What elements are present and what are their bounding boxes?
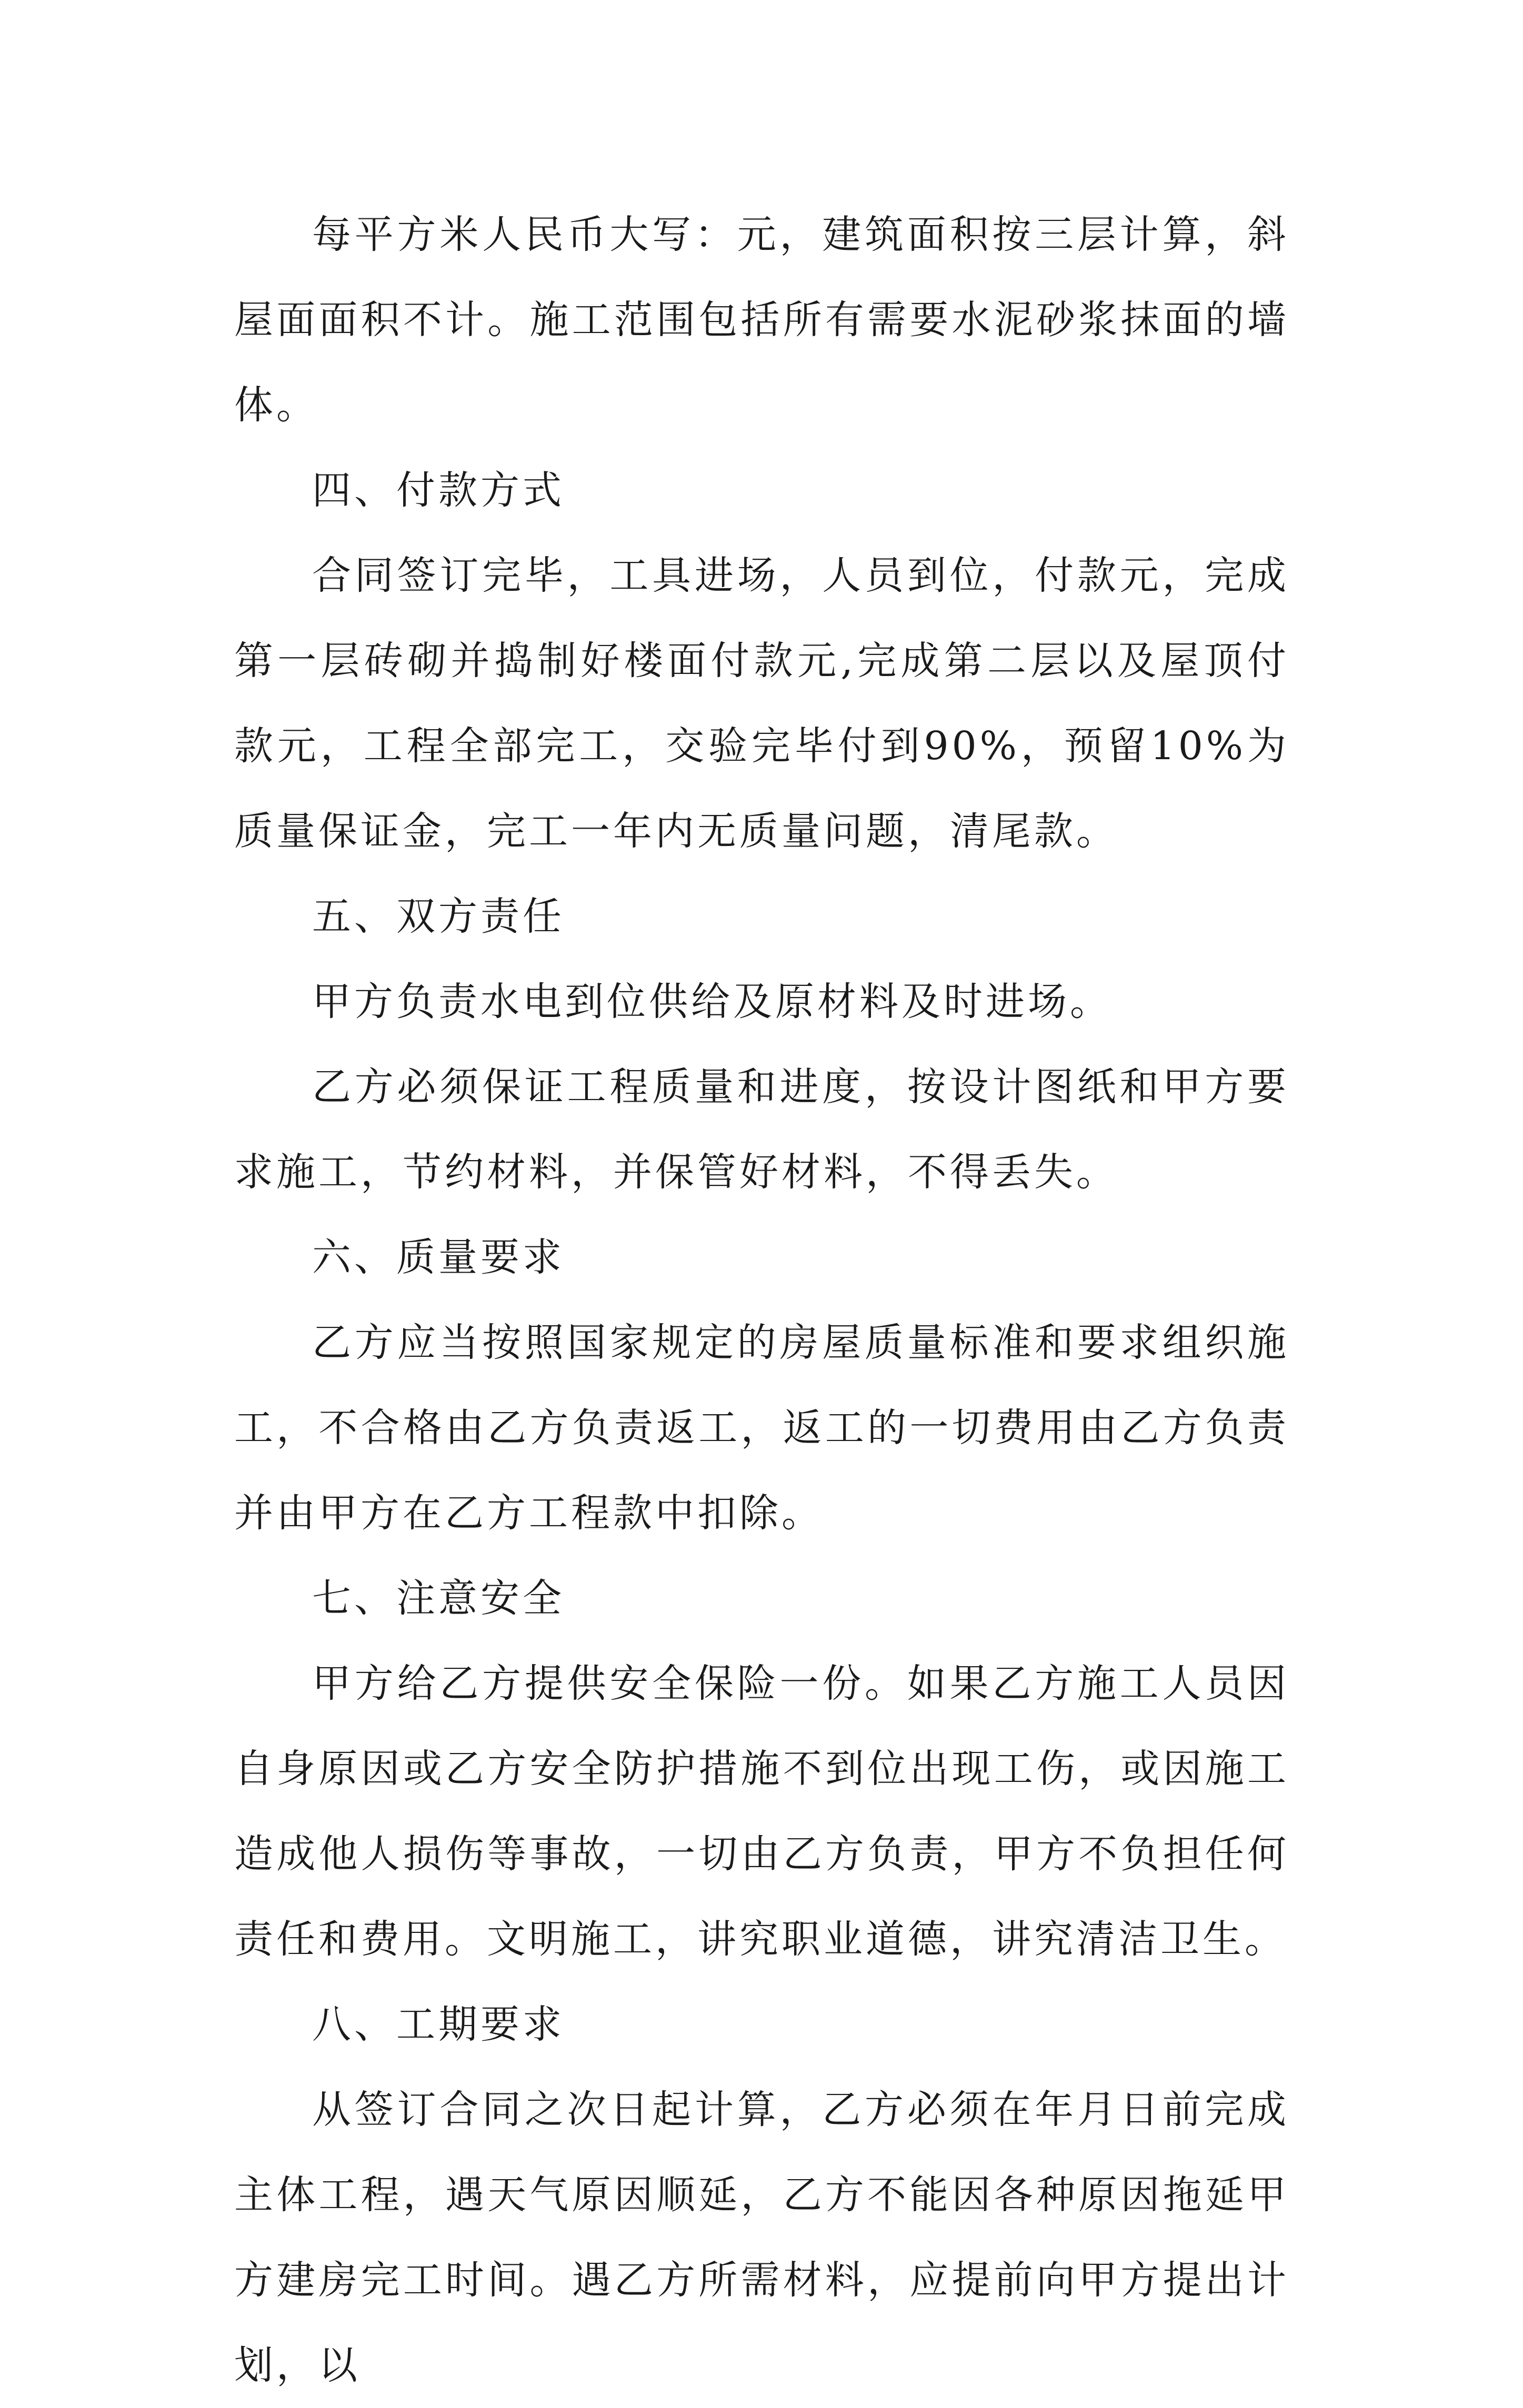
- paragraph-schedule-terms: 从签订合同之次日起计算，乙方必须在年月日前完成主体工程，遇天气原因顺延，乙方不能因各种原因拖延甲方建房完工时间。遇乙方所需材料，应提前向甲方提出计划，以: [234, 2087, 1289, 2388]
- paragraph-payment-terms: 合同签订完毕，工具进场，人员到位，付款元，完成第一层砖砌并捣制好楼面付款元,完成第二层以及屋顶付款元，工程全部完工，交验完毕付到90%，预留10%为质量保证金，完工一年内无质量问题，清尾款。: [234, 553, 1289, 854]
- document-body: [234, 192, 1289, 2408]
- paragraph-party-a-duty: 甲方负责水电到位供给及原材料及时进场。: [312, 979, 1112, 1024]
- paragraph-party-b-duty: 乙方必须保证工程质量和进度，按设计图纸和甲方要求施工，节约材料，并保管好材料，不得丢失。: [234, 1064, 1289, 1195]
- paragraph-quality-terms: 乙方应当按照国家规定的房屋质量标准和要求组织施工，不合格由乙方负责返工，返工的一切费用由乙方负责并由甲方在乙方工程款中扣除。: [234, 1320, 1289, 1536]
- section-heading-quality: 六、质量要求: [312, 1235, 565, 1280]
- paragraph-price-terms: 每平方米人民币大写：元，建筑面积按三层计算，斜屋面面积不计。施工范围包括所有需要水泥砂浆抹面的墙体。: [234, 212, 1289, 428]
- section-heading-schedule: 八、工期要求: [312, 2002, 565, 2047]
- section-heading-responsibilities: 五、双方责任: [312, 894, 565, 939]
- paragraph-safety-terms: 甲方给乙方提供安全保险一份。如果乙方施工人员因自身原因或乙方安全防护措施不到位出现工伤，或因施工造成他人损伤等事故，一切由乙方负责，甲方不负担任何责任和费用。文明施工，讲究职业道德，讲究清洁卫生。: [234, 1661, 1289, 1962]
- section-heading-safety: 七、注意安全: [312, 1576, 565, 1621]
- section-heading-payment: 四、付款方式: [312, 468, 565, 513]
